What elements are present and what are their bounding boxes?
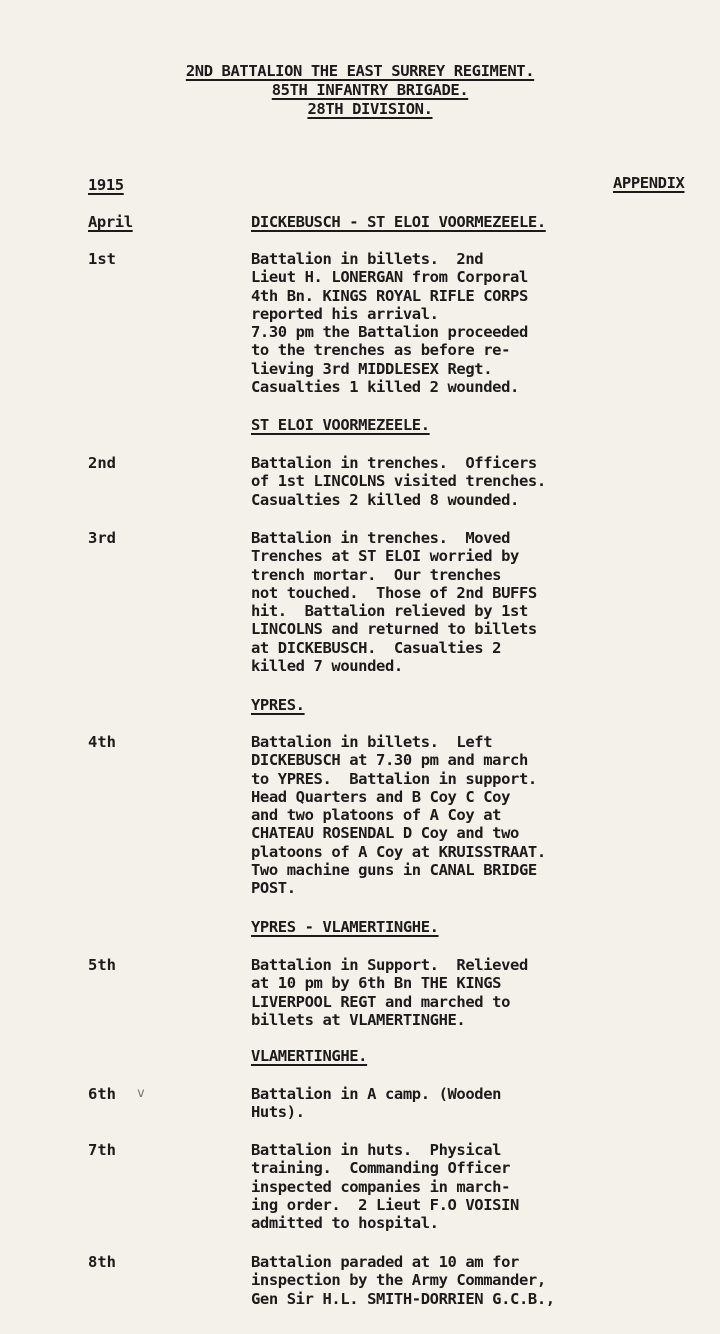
entry-date: 2nd [88,454,116,472]
location-heading: VLAMERTINGHE. [251,1047,368,1065]
entry-date: 5th [88,956,116,974]
location-heading: DICKEBUSCH - ST ELOI VOORMEZEELE. [251,213,546,231]
appendix-label: APPENDIX [613,174,685,192]
entry-text: Battalion paraded at 10 am for inspection by the Army Commander, Gen Sir H.L. SMITH-DORRIEN G.C.B., [251,1253,555,1308]
entry-text: Battalion in trenches. Moved Trenches at ST ELOI worried by trench mortar. Our trenches not touched. Those of 2nd BUFFS hit. Battalion relieved by 1st LINCOLNS and returned to billets at DICKEBUSCH. Casualties 2 killed 7 wounded. [251,529,537,676]
entry-text: Battalion in A camp. (Wooden Huts). [251,1085,502,1122]
location-heading: YPRES. [251,696,305,714]
header-line-1: 2ND BATTALION THE EAST SURREY REGIMENT. [185,62,535,80]
year: 1915 [88,176,124,194]
header-line-3: 28TH DIVISION. [307,100,433,118]
entry-text: Battalion in Support. Relieved at 10 pm by 6th Bn THE KINGS LIVERPOOL REGT and marched to billets at VLAMERTINGHE. [251,956,528,1029]
entry-date: 3rd [88,529,116,547]
entry-date: 4th [88,733,116,751]
entry-text: Battalion in huts. Physical training. Commanding Officer inspected companies in march- ing order. 2 Lieut F.O VOISIN admitted to hospital. [251,1141,519,1233]
entry-text: Battalion in trenches. Officers of 1st LINCOLNS visited trenches. Casualties 2 killed 8 wounded. [251,454,546,509]
margin-tick-mark: v [137,1086,145,1101]
entry-date: 6th [88,1085,116,1103]
header-line-2: 85TH INFANTRY BRIGADE. [271,81,469,99]
entry-text: Battalion in billets. 2nd Lieut H. LONERGAN from Corporal 4th Bn. KINGS ROYAL RIFLE CORPS reported his arrival. 7.30 pm the Battalion proceeded to the trenches as before re- lieving 3rd MIDDLESEX Regt. Casualties 1 killed 2 wounded. [251,250,528,397]
entry-date: 8th [88,1253,116,1271]
location-heading: YPRES - VLAMERTINGHE. [251,918,439,936]
entry-date: 1st [88,250,116,268]
entry-date: 7th [88,1141,116,1159]
entry-text: Battalion in billets. Left DICKEBUSCH at 7.30 pm and march to YPRES. Battalion in support. Head Quarters and B Coy C Coy and two platoons of A Coy at CHATEAU ROSENDAL D Coy and two platoons of A Coy at KRUISSTRAAT. Two machine guns in CANAL BRIDGE POST. [251,733,546,898]
month: April [88,213,133,231]
location-heading: ST ELOI VOORMEZEELE. [251,416,430,434]
